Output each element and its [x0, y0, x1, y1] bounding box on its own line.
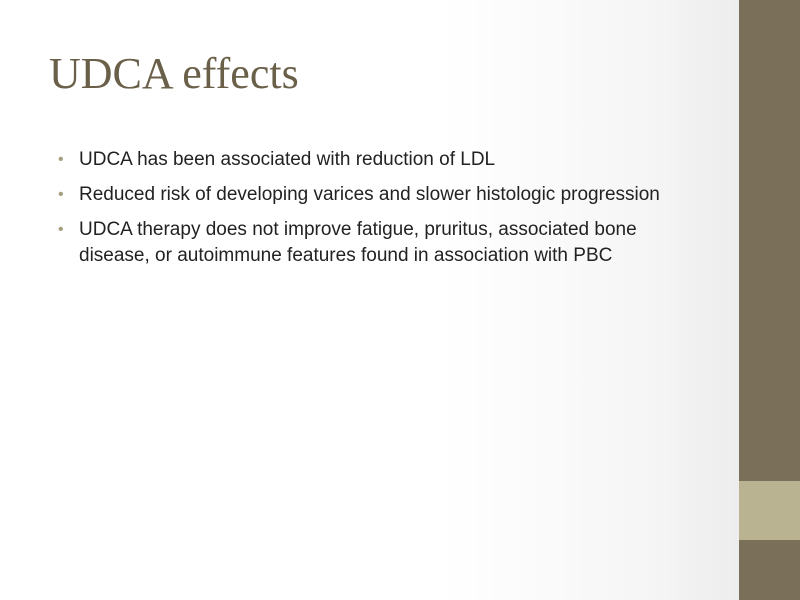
slide-title: UDCA effects: [49, 49, 299, 98]
bullet-dot-icon: •: [58, 186, 64, 203]
bullet-list: [58, 147, 708, 278]
bullet-dot-icon: •: [58, 151, 64, 168]
bullet-text: UDCA therapy does not improve fatigue, pruritus, associated bone disease, or autoimmune features found in association with PBC: [79, 219, 637, 266]
bullet-text: Reduced risk of developing varices and slower histologic progression: [79, 184, 660, 205]
bullet-text: UDCA has been associated with reduction of LDL: [79, 149, 496, 170]
bullet-item: [58, 182, 708, 208]
bullet-dot-icon: •: [58, 221, 64, 238]
bullet-item: [58, 217, 708, 269]
bullet-item: [58, 147, 708, 173]
sidebar-accent-block: [739, 481, 800, 540]
